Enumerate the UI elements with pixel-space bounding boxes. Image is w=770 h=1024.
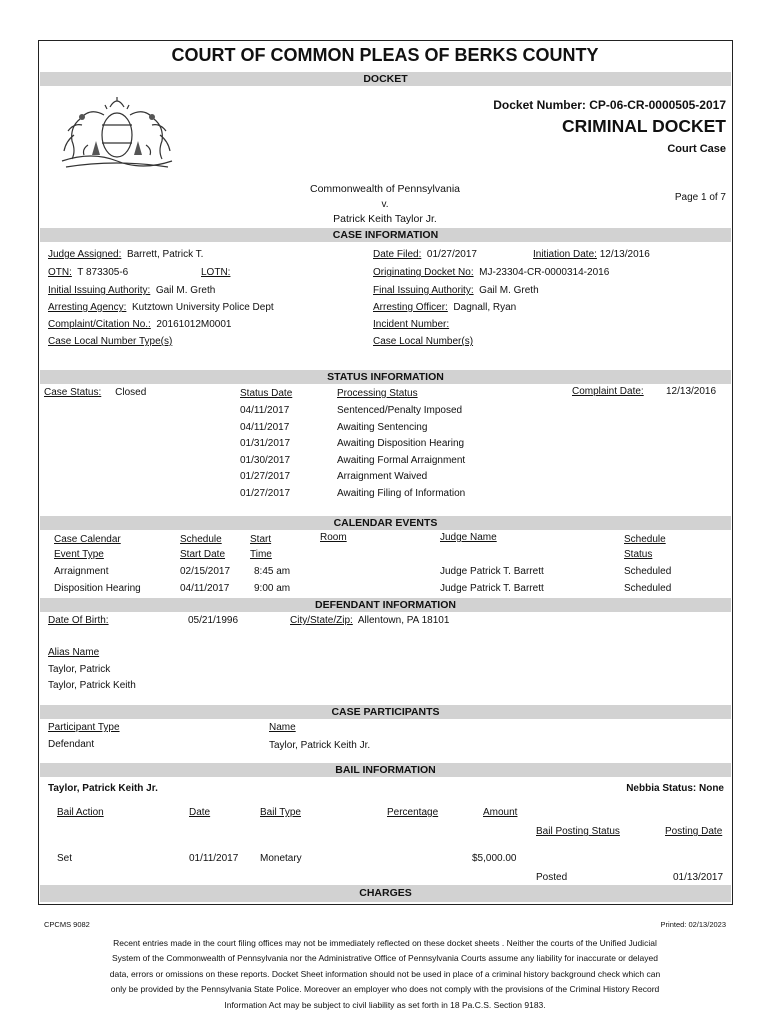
bail-type: Monetary	[260, 853, 302, 864]
bail-posting-date: 01/13/2017	[673, 872, 724, 883]
event-type: Disposition Hearing	[54, 583, 141, 594]
city-label: City/State/Zip:	[290, 615, 353, 626]
event-type: Arraignment	[54, 566, 109, 577]
otn-label: OTN:	[48, 267, 72, 278]
header-line: Start Date	[180, 549, 226, 560]
initiation-label: Initiation Date:	[533, 249, 597, 260]
bail-action-header: Bail Action	[57, 807, 104, 818]
city-value: Allentown, PA 18101	[357, 615, 450, 626]
defendant-information-bar: DEFENDANT INFORMATION	[40, 598, 731, 612]
arresting-agency-label: Arresting Agency:	[48, 302, 127, 313]
judge-row	[48, 249, 203, 260]
disclaimer-line: System of the Commonwealth of Pennsylvania nor the Administrative Office of Pennsylvania Courts assume any liability for inaccurate or delayed	[111, 953, 658, 964]
nebbia-status: Nebbia Status: None	[626, 783, 724, 794]
caption-plaintiff: Commonwealth of Pennsylvania	[310, 183, 460, 195]
charges-bar: CHARGES	[40, 885, 731, 902]
calendar-events-bar: CALENDAR EVENTS	[40, 516, 731, 530]
date-filed-row	[373, 249, 477, 260]
final-authority-label: Final Issuing Authority:	[373, 285, 474, 296]
complaint-row	[48, 319, 231, 330]
docket-number: Docket Number: CP-06-CR-0000505-2017	[493, 98, 726, 112]
city-row	[290, 615, 449, 626]
bail-type-header: Bail Type	[260, 807, 301, 818]
bail-posting-status: Posted	[536, 872, 568, 883]
bail-amount: $5,000.00	[472, 853, 517, 864]
alias-label: Alias Name	[48, 647, 100, 658]
schedule-status: Scheduled	[624, 583, 672, 594]
court-title: COURT OF COMMON PLEAS OF BERKS COUNTY	[171, 45, 599, 65]
bail-percentage-header: Percentage	[387, 807, 439, 818]
disclaimer-line: data, errors or omissions on these reports. Docket Sheet information should not be used in place of a criminal history background check which can	[109, 968, 661, 979]
participant-type-header: Participant Type	[48, 722, 120, 733]
docket-type: CRIMINAL DOCKET	[562, 116, 726, 136]
case-status-label: Case Status:	[44, 387, 102, 398]
arresting-agency-value: Kutztown University Police Dept	[131, 302, 274, 313]
pennsylvania-seal-icon	[52, 95, 182, 173]
list-item: Awaiting Disposition Hearing	[337, 438, 465, 449]
complaint-label: Complaint/Citation No.:	[48, 319, 151, 330]
calendar-event-header	[54, 532, 121, 562]
status-information-bar: STATUS INFORMATION	[40, 370, 731, 384]
bail-action: Set	[57, 853, 73, 864]
list-item: Awaiting Formal Arraignment	[337, 454, 466, 466]
calendar-start-date-header	[180, 532, 225, 562]
calendar-status-header	[624, 532, 666, 562]
otn-row	[48, 267, 128, 278]
dob-label: Date Of Birth:	[48, 615, 109, 626]
table-row	[54, 583, 141, 594]
list-item: 01/27/2017	[240, 487, 291, 499]
participant-name-header: Name	[269, 722, 296, 733]
list-item: Arraignment Waived	[337, 471, 428, 482]
initiation-row	[533, 249, 650, 260]
case-status-value: Closed	[115, 387, 147, 398]
processing-status-list	[337, 403, 465, 502]
list-item: 01/31/2017	[240, 438, 291, 449]
bail-person: Taylor, Patrick Keith Jr.	[48, 783, 158, 794]
initiation-value: 12/13/2016	[599, 249, 650, 260]
caption-defendant: Patrick Keith Taylor Jr.	[333, 213, 437, 225]
case-participants-bar: CASE PARTICIPANTS	[40, 705, 731, 719]
bail-information-bar: BAIL INFORMATION	[40, 763, 731, 777]
header-line: Time	[250, 549, 272, 560]
list-item: 04/11/2017	[240, 405, 290, 416]
form-number: CPCMS 9082	[44, 920, 90, 929]
date-filed-value: 01/27/2017	[426, 249, 477, 260]
calendar-start-time-header	[250, 532, 272, 562]
processing-status-header: Processing Status	[337, 388, 418, 399]
date-filed-label: Date Filed:	[373, 249, 422, 260]
arresting-officer-value: Dagnall, Ryan	[453, 302, 517, 313]
judge-label: Judge Assigned:	[48, 249, 122, 260]
participant-type: Defendant	[48, 739, 95, 750]
bail-posting-status-header: Bail Posting Status	[536, 826, 620, 837]
docket-bar: DOCKET	[40, 72, 731, 86]
disclaimer	[80, 936, 690, 1013]
table-row	[54, 566, 108, 577]
header-line: Status	[624, 549, 653, 560]
start-time: 8:45 am	[254, 566, 291, 577]
lotn-label: LOTN:	[201, 267, 231, 278]
final-authority-row	[373, 285, 539, 296]
status-date-header: Status Date	[240, 388, 293, 399]
status-date-list	[240, 403, 290, 502]
initial-authority-label: Initial Issuing Authority:	[48, 285, 151, 296]
otn-value: T 873305-6	[77, 267, 129, 278]
start-date: 04/11/2017	[180, 583, 230, 594]
arresting-officer-label: Arresting Officer:	[373, 302, 448, 313]
header-line: Schedule	[180, 534, 222, 545]
judge-value: Barrett, Patrick T.	[126, 249, 204, 260]
initial-authority-value: Gail M. Greth	[155, 285, 216, 296]
incident-label: Incident Number:	[373, 319, 450, 330]
case-kind: Court Case	[667, 143, 726, 155]
list-item: 04/11/2017	[240, 421, 290, 433]
list-item: Awaiting Sentencing	[337, 421, 428, 433]
header-line: Start	[250, 534, 272, 545]
orig-docket-value: MJ-23304-CR-0000314-2016	[479, 267, 610, 278]
complaint-value: 20161012M0001	[156, 319, 232, 330]
header-line: Event Type	[54, 549, 104, 560]
list-item: 01/30/2017	[240, 454, 291, 466]
calendar-judge-header: Judge Name	[440, 532, 497, 543]
complaint-date-value: 12/13/2016	[666, 386, 717, 397]
disclaimer-line: Recent entries made in the court filing offices may not be immediately reflected on these docket sheets . Neither the courts of the Unified Judicial	[113, 938, 657, 948]
arresting-agency-row	[48, 302, 274, 313]
list-item: 01/27/2017	[240, 471, 291, 482]
dob-value: 05/21/1996	[188, 615, 239, 626]
page-indicator: Page 1 of 7	[674, 192, 726, 203]
header-line: Schedule	[624, 534, 666, 545]
printed-date: Printed: 02/13/2023	[660, 920, 726, 929]
local-number-label: Case Local Number(s)	[373, 336, 474, 347]
caption-versus: v.	[381, 199, 389, 210]
schedule-status: Scheduled	[624, 566, 672, 577]
list-item: Sentenced/Penalty Imposed	[337, 405, 463, 416]
case-status-row	[44, 387, 146, 398]
complaint-date-label: Complaint Date:	[572, 386, 644, 397]
start-time: 9:00 am	[254, 583, 291, 594]
bail-date: 01/11/2017	[189, 853, 239, 864]
bail-date-header: Date	[189, 807, 211, 818]
local-type-label: Case Local Number Type(s)	[48, 336, 173, 347]
judge-name: Judge Patrick T. Barrett	[440, 583, 544, 594]
bail-amount-header: Amount	[483, 807, 518, 818]
disclaimer-line: only be provided by the Pennsylvania State Police. Moreover an employer who does not comply with the provisions of the Criminal History Record	[110, 984, 660, 995]
disclaimer-line: Information Act may be subject to civil liability as set forth in 18 Pa.C.S. Section 9183.	[224, 999, 546, 1010]
initial-authority-row	[48, 285, 215, 296]
arresting-officer-row	[373, 302, 516, 313]
start-date: 02/15/2017	[180, 566, 231, 577]
list-item: Awaiting Filing of Information	[337, 487, 466, 499]
alias-list	[48, 662, 136, 694]
header-line: Case Calendar	[54, 534, 121, 545]
orig-docket-row	[373, 267, 609, 278]
case-information-bar: CASE INFORMATION	[40, 228, 731, 242]
list-item: Taylor, Patrick Keith	[48, 680, 136, 691]
participant-name: Taylor, Patrick Keith Jr.	[269, 740, 371, 751]
final-authority-value: Gail M. Greth	[479, 285, 539, 296]
judge-name: Judge Patrick T. Barrett	[440, 566, 544, 577]
list-item: Taylor, Patrick	[48, 664, 111, 675]
calendar-room-header: Room	[320, 532, 347, 543]
bail-posting-date-header: Posting Date	[665, 826, 723, 837]
orig-docket-label: Originating Docket No:	[373, 267, 474, 278]
